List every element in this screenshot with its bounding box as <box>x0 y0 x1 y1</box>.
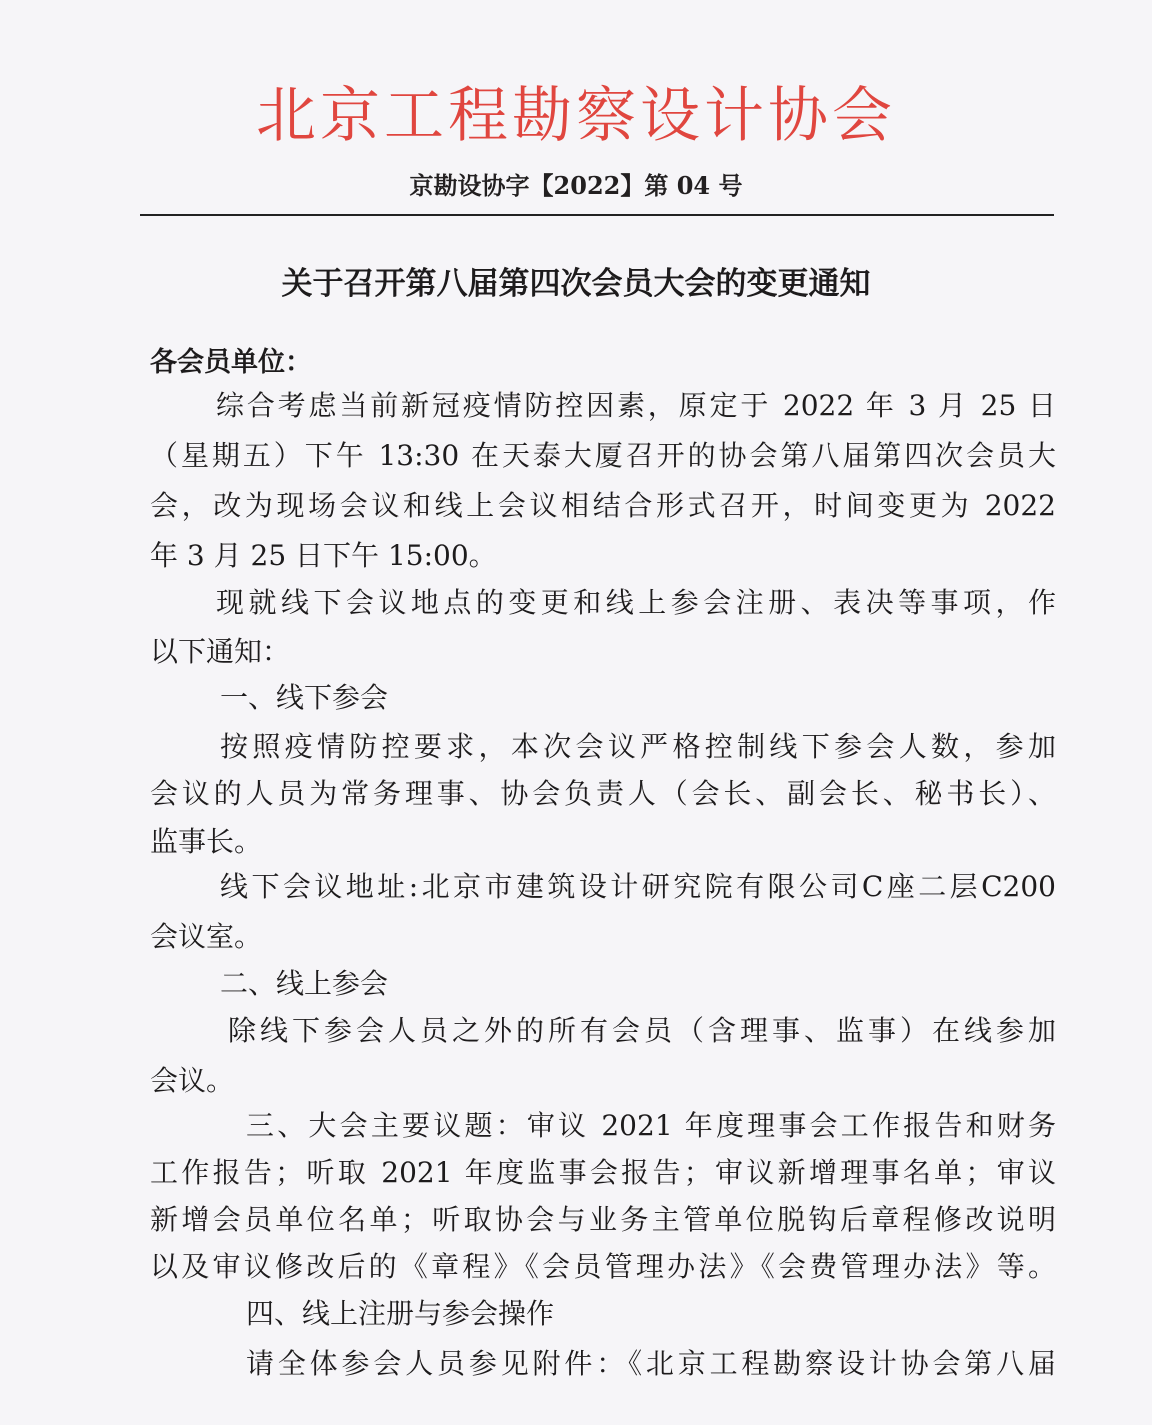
body-line: （星期五）下午 13:30 在天泰大厦召开的协会第八届第四次会员大 <box>150 439 1056 472</box>
body-line: 线下会议地址:北京市建筑设计研究院有限公司C座二层C200 <box>220 870 1056 903</box>
section-heading: 一、线下参会 <box>220 681 389 714</box>
notice-title: 关于召开第八届第四次会员大会的变更通知 <box>281 266 871 302</box>
body-line: 年 3 月 25 日下午 15:00。 <box>150 539 497 572</box>
body-line: 三、大会主要议题：审议 2021 年度理事会工作报告和财务 <box>246 1109 1056 1142</box>
body-line: 以下通知： <box>150 635 291 668</box>
document-number: 京勘设协字【2022】第 04 号 <box>409 171 743 200</box>
body-line: 现就线下会议地点的变更和线上参会注册、表决等事项，作 <box>216 586 1056 619</box>
organization-name: 北京工程勘察设计协会 <box>256 81 896 151</box>
body-line: 除线下参会人员之外的所有会员（含理事、监事）在线参加 <box>228 1014 1056 1047</box>
body-line: 会议的人员为常务理事、协会负责人（会长、副会长、秘书长）、 <box>150 777 1056 810</box>
section-heading: 四、线上注册与参会操作 <box>246 1297 555 1330</box>
header-divider <box>140 214 1054 216</box>
body-line: 请全体参会人员参见附件：《北京工程勘察设计协会第八届 <box>246 1347 1056 1380</box>
body-line: 按照疫情防控要求，本次会议严格控制线下参会人数，参加 <box>220 730 1056 763</box>
salutation: 各会员单位： <box>150 347 312 378</box>
body-line: 会议。 <box>150 1064 235 1097</box>
body-line: 综合考虑当前新冠疫情防控因素，原定于 2022 年 3 月 25 日 <box>216 389 1056 422</box>
section-heading: 二、线上参会 <box>220 967 389 1000</box>
body-line: 会议室。 <box>150 920 263 953</box>
body-line: 会，改为现场会议和线上会议相结合形式召开，时间变更为 2022 <box>150 489 1056 522</box>
body-line: 以及审议修改后的《章程》《会员管理办法》《会费管理办法》等。 <box>150 1250 1056 1283</box>
body-line: 监事长。 <box>150 825 263 858</box>
body-line: 新增会员单位名单；听取协会与业务主管单位脱钩后章程修改说明 <box>150 1203 1056 1236</box>
body-line: 工作报告；听取 2021 年度监事会报告；审议新增理事名单；审议 <box>150 1156 1056 1189</box>
